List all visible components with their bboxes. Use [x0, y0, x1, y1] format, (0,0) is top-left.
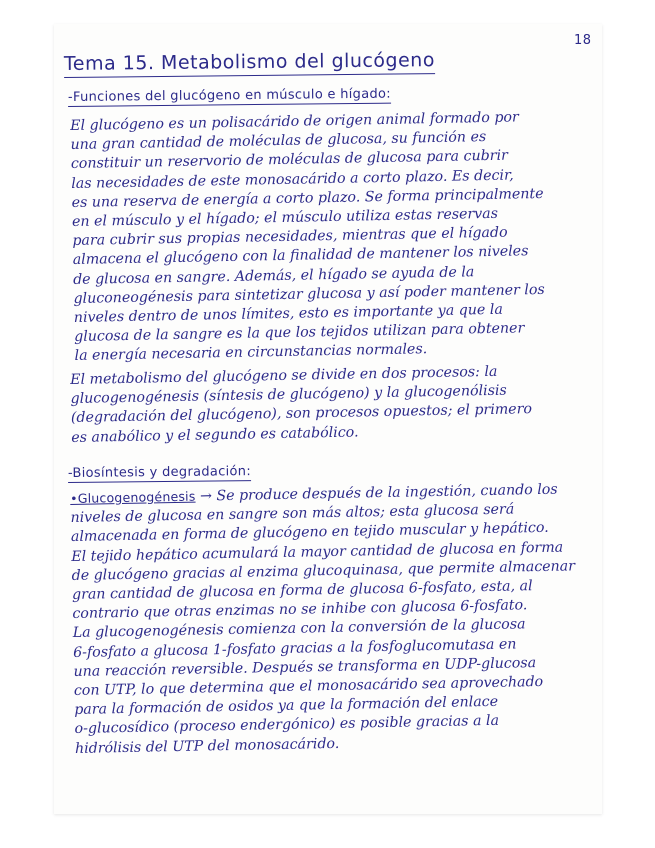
- text-line: constituir un reservorio de moléculas de glucosa para cubrir: [70, 148, 508, 173]
- text-line: en el músculo y el hígado; el músculo utiliza estas reservas: [71, 205, 499, 230]
- text-line: (degradación del glucógeno), son procesos opuestos; el primero: [70, 401, 533, 427]
- text-line-rest: Se produce después de la ingestión, cuando los: [211, 481, 558, 505]
- paragraph-glycogenesis: [70, 479, 605, 759]
- page-title: Tema 15. Metabolismo del glucógeno: [64, 49, 435, 78]
- text-line: contrario que otras enzimas no se inhibe con glucosa 6-fosfato.: [72, 597, 528, 623]
- text-line: gluconeogénesis para sintetizar glucosa y así poder mantener los: [73, 281, 545, 307]
- text-line: de glucógeno gracias al enzima glucoquinasa, que permite almacenar: [71, 558, 576, 584]
- text-line: con UTP, lo que determina que el monosacárido sea aprovechado: [73, 673, 544, 699]
- text-line: es una reserva de energía a corto plazo. Se forma principalmente: [71, 185, 544, 211]
- text-line: las necesidades de este monosacárido a corto plazo. Es decir,: [71, 167, 514, 192]
- text-line: para la formación de osidos ya que la formación del enlace: [74, 694, 499, 719]
- section-heading-biosynthesis: -Biosíntesis y degradación:: [67, 464, 252, 481]
- glycogenesis-term: •Glucogenogénesis: [70, 488, 196, 506]
- page-number: 18: [574, 33, 592, 48]
- text-line: la energía necesaria en circunstancias normales.: [74, 341, 428, 365]
- text-line: para cubrir sus propias necesidades, mientras que el hígado: [72, 224, 508, 250]
- text-line: El glucógeno es un polisacárido de origen animal formado por: [70, 109, 519, 134]
- text-line: glucosa de la sangre es la que los tejidos utilizan para obtener: [74, 320, 525, 346]
- text-line: gran cantidad de glucosa en forma de glucosa 6-fosfato, esta, al: [71, 578, 533, 603]
- text-line: hidrólisis del UTP del monosacárido.: [74, 735, 340, 757]
- text-line: o-glucosídico (proceso endergónico) es posible gracias a la: [74, 713, 500, 738]
- text-line: una gran cantidad de moléculas de glucosa, su función es: [70, 129, 487, 154]
- text-line: 6-fosfato a glucosa 1-fosfato gracias a la fosfoglucomutasa en: [72, 636, 517, 661]
- paragraph-glycogen-functions: [70, 107, 605, 367]
- text-line: El tejido hepático acumulará la mayor cantidad de glucosa en forma: [71, 539, 564, 565]
- text-line: niveles de glucosa en sangre son más altos; esta glucosa será: [70, 501, 515, 527]
- text-line: de glucosa en sangre. Además, el hígado se ayuda de la: [72, 263, 475, 288]
- arrow-icon: →: [199, 488, 213, 505]
- text-line: glucogenogénesis (síntesis de glucógeno) y la glucogenólisis: [70, 382, 507, 408]
- section-heading-functions: -Funciones del glucógeno en músculo e hígado:: [67, 86, 392, 105]
- paragraph-metabolism-processes: [70, 361, 601, 448]
- text-line: El metabolismo del glucógeno se divide en dos procesos: la: [70, 363, 498, 388]
- text-line: es anabólico y el segundo es catabólico.: [71, 424, 359, 446]
- text-line: niveles dentro de unos límites, esto es importante ya que la: [73, 301, 503, 326]
- text-line: almacenada en forma de glucógeno en tejido muscular y hepático.: [70, 520, 549, 546]
- text-line: La glucogenogénesis comienza con la conversión de la glucosa: [72, 616, 526, 642]
- text-line: almacena el glucógeno con la finalidad de mantener los niveles: [72, 243, 529, 269]
- text-line: una reacción reversible. Después se transforma en UDP-glucosa: [73, 654, 537, 680]
